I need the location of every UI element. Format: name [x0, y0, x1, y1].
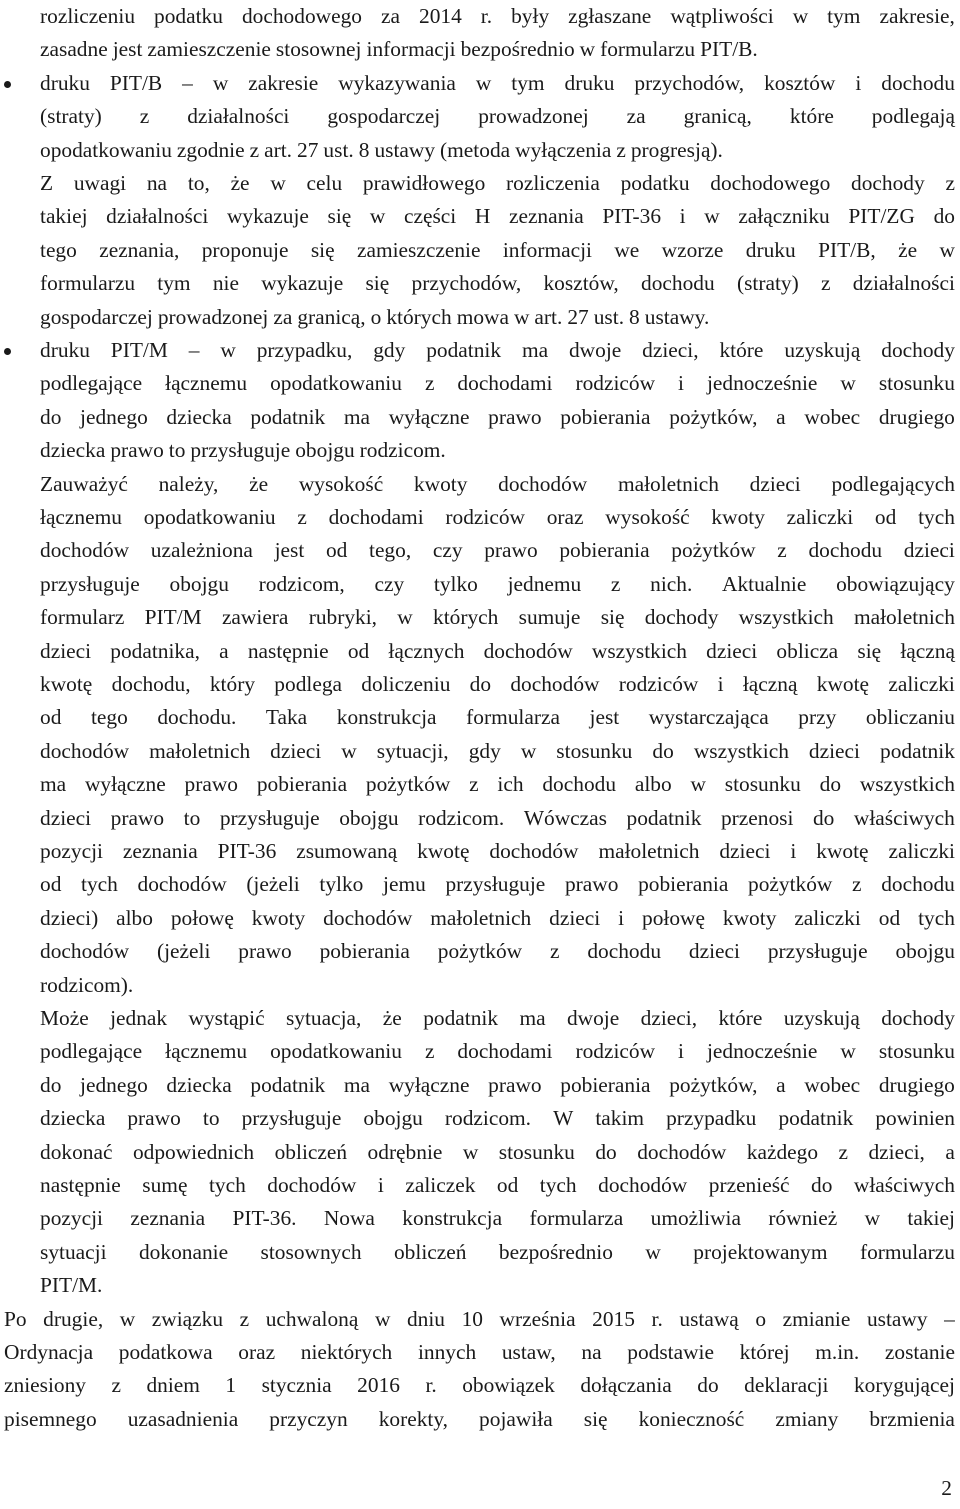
text-line: Zauważyć należy, że wysokość kwoty dochodów małoletnich dzieci podlegających	[40, 471, 955, 496]
text-line: formularzu tym nie wykazuje się przychodów, kosztów, dochodu (straty) z działalności	[40, 271, 955, 296]
page-number: 2	[941, 1476, 952, 1500]
text-line: Ordynacja podatkowa oraz niektórych innych ustaw, na podstawie której m.in. zostanie	[4, 1340, 955, 1364]
text-line: do jednego dziecka podatnik ma wyłączne prawo pobierania pożytków, a wobec drugiego	[40, 1072, 955, 1097]
text-line: zniesiony z dniem 1 stycznia 2016 r. obowiązek dołączania do deklaracji korygującej	[4, 1373, 955, 1398]
text-line: dokonać odpowiednich obliczeń odrębnie w stosunku do dochodów każdego z dzieci, a	[40, 1139, 955, 1164]
text-line: dzieci prawo to przysługuje obojgu rodzicom. Wówczas podatnik przenosi do właściwych	[40, 805, 955, 830]
text-line: podlegające łącznemu opodatkowaniu z dochodami rodziców i jednocześnie w stosunku	[40, 371, 955, 396]
text-line: PIT/M.	[40, 1273, 103, 1298]
text-line: rozliczeniu podatku dochodowego za 2014 r. były zgłaszane wątpliwości w tym zakresie,	[40, 4, 955, 28]
text-line: dzieci podatnika, a następnie od łącznych dochodów wszystkich dzieci oblicza się łączną	[40, 638, 955, 663]
text-line: dochodów uzależniona jest od tego, czy prawo pobierania pożytków z dochodu dzieci	[40, 538, 955, 563]
text-line: dziecka prawo to przysługuje obojgu rodzicom.	[40, 438, 446, 463]
text-line: Z uwagi na to, że w celu prawidłowego rozliczenia podatku dochodowego dochody z	[40, 171, 955, 195]
text-line: dziecka prawo to przysługuje obojgu rodzicom. W takim przypadku podatnik powinien	[40, 1106, 955, 1131]
text-line: sytuacji dokonanie stosownych obliczeń bezpośrednio w projektowanym formularzu	[40, 1239, 955, 1264]
text-line: tego zeznania, proponuje się zamieszczenie informacji we wzorze druku PIT/B, że w	[40, 237, 955, 262]
text-line: formularz PIT/M zawiera rubryki, w których sumuje się dochody wszystkich małoletnich	[40, 605, 955, 630]
text-line: rodzicom).	[40, 972, 134, 997]
text-line: dzieci) albo połowę kwoty dochodów małoletnich dzieci i połowę kwoty zaliczki od tych	[40, 905, 955, 930]
text-line: (straty) z działalności gospodarczej prowadzonej za granicą, które podlegają	[40, 104, 955, 129]
text-line: pozycji zeznania PIT-36. Nowa konstrukcja formularza umożliwia również w takiej	[40, 1206, 955, 1231]
text-line: następnie sumę tych dochodów i zaliczek od tych dochodów przenieść do właściwych	[40, 1173, 955, 1197]
text-line: gospodarczej prowadzonej za granicą, o których mowa w art. 27 ust. 8 ustawy.	[40, 304, 710, 329]
text-line: od tych dochodów (jeżeli tylko jemu przysługuje prawo pobierania pożytków z dochodu	[40, 872, 955, 897]
text-line: podlegające łącznemu opodatkowaniu z dochodami rodziców i jednocześnie w stosunku	[40, 1039, 955, 1064]
text-line: kwotę dochodu, który podlega doliczeniu do dochodów rodziców i łączną kwotę zaliczki	[40, 672, 955, 696]
text-line: opodatkowaniu zgodnie z art. 27 ust. 8 ustawy (metoda wyłączenia z progresją).	[40, 137, 723, 162]
text-line: Po drugie, w związku z uchwaloną w dniu 10 września 2015 r. ustawą o zmianie ustawy –	[4, 1306, 955, 1331]
text-line: druku PIT/M – w przypadku, gdy podatnik ma dwoje dzieci, które uzyskują dochody	[40, 338, 955, 362]
text-line: druku PIT/B – w zakresie wykazywania w tym druku przychodów, kosztów i dochodu	[40, 70, 955, 95]
text-line: od tego dochodu. Taka konstrukcja formularza jest wystarczająca przy obliczaniu	[40, 705, 955, 730]
text-line: dochodów małoletnich dzieci w sytuacji, gdy w stosunku do wszystkich dzieci podatnik	[40, 738, 955, 763]
text-line: takiej działalności wykazuje się w części H zeznania PIT-36 i w załączniku PIT/ZG do	[40, 204, 955, 229]
text-line: do jednego dziecka podatnik ma wyłączne prawo pobierania pożytków, a wobec drugiego	[40, 404, 955, 429]
text-line: Może jednak wystąpić sytuacja, że podatnik ma dwoje dzieci, które uzyskują dochody	[40, 1006, 955, 1030]
text-line: pozycji zeznania PIT-36 zsumowaną kwotę dochodów małoletnich dzieci i kwotę zaliczki	[40, 839, 955, 863]
text-line: przysługuje obojgu rodzicom, czy tylko jednemu z nich. Aktualnie obowiązujący	[40, 571, 955, 596]
bullet-icon	[4, 81, 11, 88]
text-line: pisemnego uzasadnienia przyczyn korekty, pojawiła się konieczność zmiany brzmienia	[4, 1406, 955, 1431]
bullet-icon	[4, 348, 11, 355]
text-line: dochodów (jeżeli prawo pobierania pożytków z dochodu dzieci przysługuje obojgu	[40, 939, 955, 964]
text-line: łącznemu opodatkowaniu z dochodami rodziców oraz wysokość kwoty zaliczki od tych	[40, 505, 955, 529]
text-line: zasadne jest zamieszczenie stosownej informacji bezpośrednio w formularzu PIT/B.	[40, 37, 758, 62]
text-line: ma wyłączne prawo pobierania pożytków z ich dochodu albo w stosunku do wszystkich	[40, 772, 955, 797]
